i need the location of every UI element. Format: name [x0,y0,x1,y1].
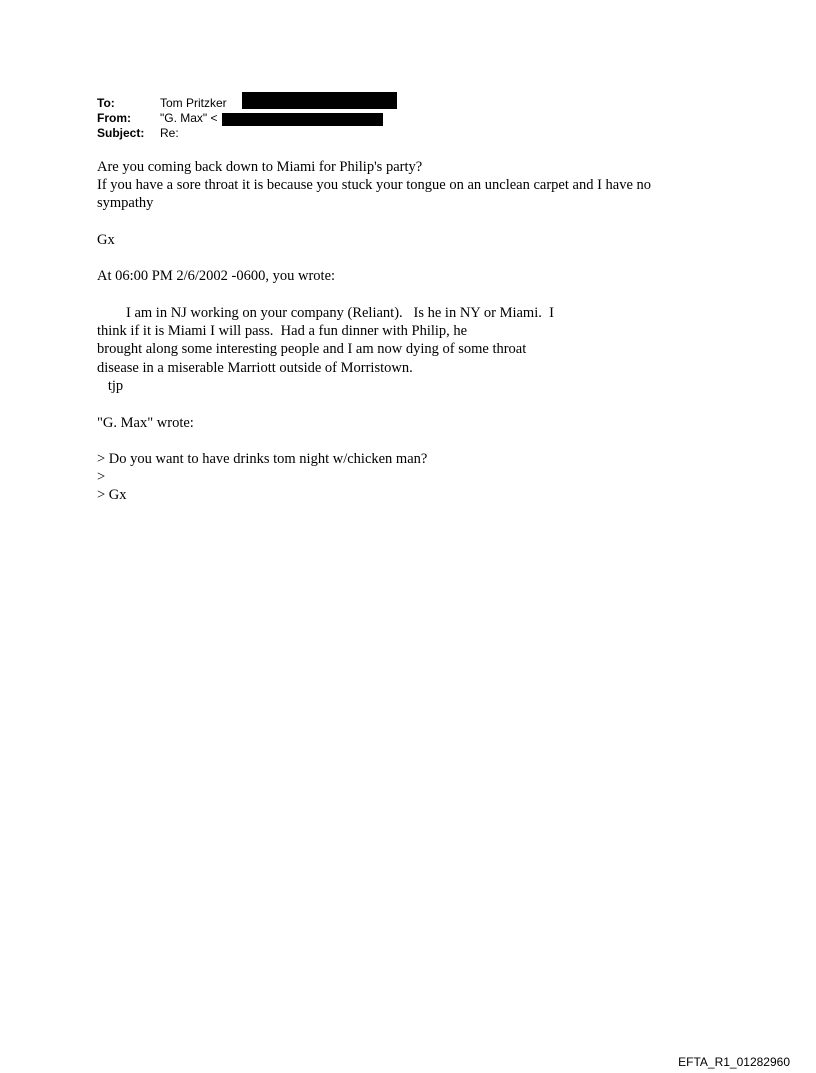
document-id-stamp: EFTA_R1_01282960 [678,1055,790,1069]
redaction-bar-to [242,92,397,109]
inner-quote-line: > Gx [97,487,127,503]
quoted-line: disease in a miserable Marriott outside of Morristown. [97,360,413,376]
subject-value: Re: [160,126,179,140]
from-label: From: [97,111,131,125]
attribution-line: At 06:00 PM 2/6/2002 -0600, you wrote: [97,268,336,284]
to-label: To: [97,96,115,110]
to-value: Tom Pritzker [160,96,227,110]
subject-label: Subject: [97,126,145,140]
from-value: "G. Max" < [160,111,218,125]
inner-attribution-line: "G. Max" wrote: [97,415,194,431]
quoted-line: brought along some interesting people and I am now dying of some throat [97,341,527,357]
reply-line: Are you coming back down to Miami for Philip's party? [97,159,423,175]
reply-line: sympathy [97,195,154,211]
redaction-bar-from [222,113,383,126]
reply-line: If you have a sore throat it is because you stuck your tongue on an unclean carpet and I have no [97,177,652,193]
quoted-line: I am in NJ working on your company (Reliant). Is he in NY or Miami. I [97,305,554,321]
quoted-line: think if it is Miami I will pass. Had a fun dinner with Philip, he [97,323,468,339]
quoted-signature: tjp [97,378,124,394]
inner-quote-line: > Do you want to have drinks tom night w/chicken man? [97,451,428,467]
signoff: Gx [97,232,115,248]
inner-quote-line: > [97,469,106,485]
